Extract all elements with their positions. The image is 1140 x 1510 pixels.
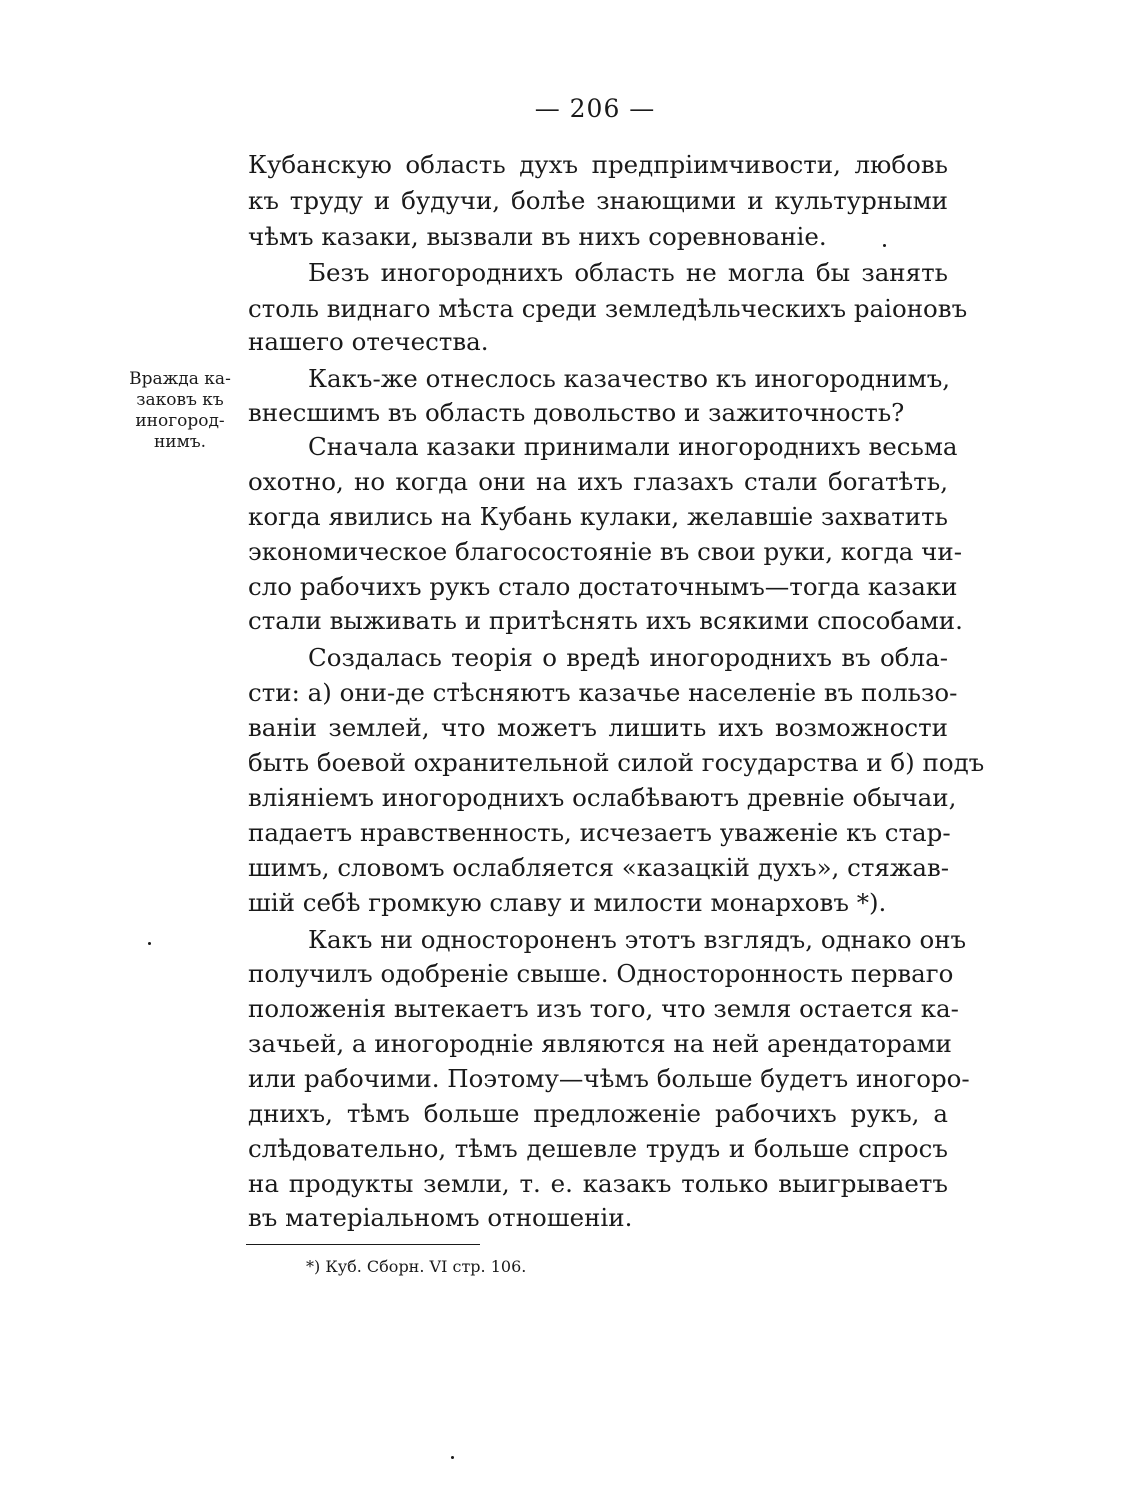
text-line: Безъ иногороднихъ область не могла бы занять: [308, 258, 948, 287]
text-line: падаетъ нравственность, исчезаетъ уваженіе къ стар-: [248, 818, 951, 847]
text-line: экономическое благосостояніе въ свои руки, когда чи-: [248, 537, 962, 566]
text-line: сти: а) они-де стѣсняютъ казачье населеніе въ пользо-: [248, 678, 958, 707]
page-number: — 206 —: [534, 94, 656, 123]
scan-speck: [148, 942, 151, 945]
text-line: слѣдовательно, тѣмъ дешевле трудъ и больше спросъ: [248, 1134, 948, 1163]
margin-note-line: иногород-: [135, 411, 225, 431]
margin-note-line: заковъ къ: [136, 390, 224, 410]
text-line: получилъ одобреніе свыше. Односторонность перваго: [248, 959, 954, 988]
text-line: Какъ ни одностороненъ этотъ взглядъ, однако онъ: [308, 925, 967, 954]
text-line: Создалась теорія о вредѣ иногороднихъ въ обла-: [308, 643, 948, 672]
margin-note-line: нимъ.: [153, 432, 207, 452]
text-line: вліяніемъ иногороднихъ ослабѣваютъ древніе обычаи,: [248, 783, 957, 812]
text-line: чѣмъ казаки, вызвали въ нихъ соревнованіе.: [248, 222, 827, 251]
text-line: сло рабочихъ рукъ стало достаточнымъ—тогда казаки: [248, 572, 958, 601]
text-line: на продукты земли, т. е. казакъ только выигрываетъ: [248, 1169, 948, 1198]
text-line: стали выживать и притѣснять ихъ всякими способами.: [248, 606, 963, 635]
scan-speck: [451, 1456, 454, 1459]
text-line: когда явились на Кубань кулаки, желавшіе захватить: [248, 502, 948, 531]
text-line: быть боевой охранительной силой государства и б) подъ: [248, 748, 985, 777]
text-line: Кубанскую область духъ предпріимчивости, любовь: [248, 150, 948, 179]
text-line: къ труду и будучи, болѣе знающими и культурными: [248, 186, 948, 215]
text-line: нашего отечества.: [248, 327, 489, 356]
text-line: столь виднаго мѣста среди земледѣльческихъ раіоновъ: [248, 294, 968, 323]
text-line: или рабочими. Поэтому—чѣмъ больше будетъ иногоро-: [248, 1064, 970, 1093]
text-line: Сначала казаки принимали иногороднихъ весьма: [308, 432, 958, 461]
text-line: ваніи землей, что можетъ лишить ихъ возможности: [248, 713, 948, 742]
footnote: *) Куб. Сборн. VI стр. 106.: [306, 1257, 527, 1276]
text-line: положенія вытекаетъ изъ того, что земля остается ка-: [248, 994, 959, 1023]
text-line: внесшимъ въ область довольство и зажиточность?: [248, 398, 905, 427]
text-line: Какъ-же отнеслось казачество къ иногороднимъ,: [308, 364, 951, 393]
text-line: шимъ, словомъ ослабляется «казацкій духъ», стяжав-: [248, 853, 950, 882]
footnote-rule: [246, 1244, 480, 1245]
text-line: днихъ, тѣмъ больше предложеніе рабочихъ рукъ, а: [248, 1099, 948, 1128]
text-line: шій себѣ громкую славу и милости монарховъ *).: [248, 888, 887, 917]
margin-note-line: Вражда ка-: [129, 369, 231, 389]
scan-speck: [883, 244, 886, 247]
text-line: охотно, но когда они на ихъ глазахъ стали богатѣть,: [248, 467, 948, 496]
text-line: въ матеріальномъ отношеніи.: [248, 1203, 633, 1232]
text-line: зачьей, а иногородніе являются на ней арендаторами: [248, 1029, 952, 1058]
